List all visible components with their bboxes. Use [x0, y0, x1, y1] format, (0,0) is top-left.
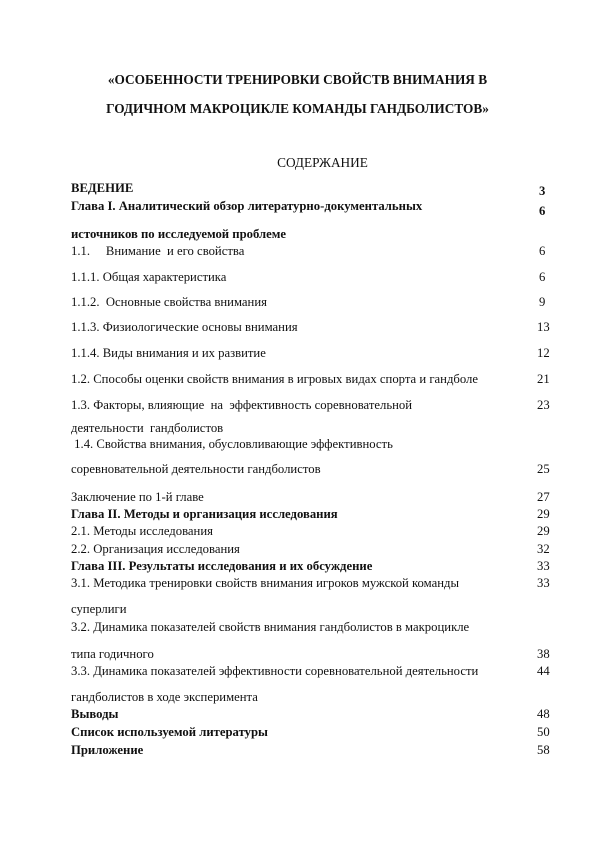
toc-entry: [71, 244, 551, 259]
toc-entry: [71, 398, 551, 413]
toc-entry: [71, 227, 551, 242]
toc-entry-text: 1.2. Способы оценки свойств внимания в игровых видах спорта и гандболе: [71, 372, 478, 386]
toc-entry-text: 3.1. Методика тренировки свойств внимания игроков мужской команды: [71, 576, 459, 590]
toc-entry-text: 1.1.4. Виды внимания и их развитие: [71, 346, 266, 360]
toc-entry: [71, 270, 551, 285]
toc-entry-text: Список используемой литературы: [71, 725, 268, 739]
document-title-line-1: «ОСОБЕННОСТИ ТРЕНИРОВКИ СВОЙСТВ ВНИМАНИЯ В: [107, 72, 488, 87]
toc-entry: [71, 437, 551, 452]
toc-entry-text: соревновательной деятельности гандболистов: [71, 462, 321, 476]
toc-entry: [71, 576, 551, 591]
toc-entry: [71, 707, 551, 722]
toc-entry-text: Глава II. Методы и организация исследования: [71, 507, 338, 521]
toc-entry-page: 23: [537, 398, 550, 412]
toc-entry-page: 33: [537, 576, 550, 590]
toc-entry-text: 1.1.2. Основные свойства внимания: [71, 295, 267, 309]
toc-entry-text: Заключение по 1-й главе: [71, 490, 204, 504]
toc-entry-text: 1.3. Факторы, влияющие на эффективность соревновательной: [71, 398, 413, 412]
toc-entry: [71, 320, 551, 335]
toc-entry: [71, 490, 551, 505]
toc-entry-text: Глава I. Аналитический обзор литературно-документальных: [71, 199, 423, 213]
toc-entry: [71, 725, 551, 740]
toc-entry-text: 3.2. Динамика показателей свойств внимания гандболистов в макроцикле: [71, 620, 470, 634]
toc-entry-text: суперлиги: [71, 602, 127, 616]
toc-entry: [71, 542, 551, 557]
toc-heading: СОДЕРЖАНИЕ: [277, 155, 368, 170]
toc-entry: [71, 462, 551, 477]
toc-entry: [71, 647, 551, 662]
toc-entry-page: 9: [539, 295, 546, 309]
toc-entry-text: Глава III. Результаты исследования и их обсуждение: [71, 559, 373, 573]
toc-entry-text: 3.3. Динамика показателей эффективности соревновательной деятельности: [71, 664, 479, 678]
toc-entry-page: 3: [539, 184, 546, 198]
toc-entry: [71, 559, 551, 574]
toc-entry: [71, 602, 551, 617]
toc-entry: [71, 664, 551, 679]
toc-entry-page: 33: [537, 559, 550, 573]
toc-entry-page: 32: [537, 542, 550, 556]
toc-entry-text: Выводы: [71, 707, 119, 721]
toc-entry-page: 27: [537, 490, 550, 504]
toc-entry-page: 6: [539, 244, 546, 258]
toc-entry: [71, 199, 551, 218]
toc-entry-page: 29: [537, 524, 550, 538]
toc-entry-page: 12: [537, 346, 550, 360]
toc-entry-page: 13: [537, 320, 550, 334]
toc-entry: [71, 743, 551, 758]
toc-entry-page: 38: [537, 647, 550, 661]
toc-entry: [71, 346, 551, 361]
toc-entry-page: 21: [537, 372, 550, 386]
toc-entry-text: 2.1. Методы исследования: [71, 524, 213, 538]
toc-entry: [71, 620, 551, 635]
toc-entry-text: 2.2. Организация исследования: [71, 542, 240, 556]
toc-entry: [71, 524, 551, 539]
toc-entry-page: 6: [539, 204, 546, 218]
toc-entry-page: 6: [539, 270, 546, 284]
toc-entry-text: 1.1.1. Общая характеристика: [71, 270, 227, 284]
toc-entry-text: ВЕДЕНИЕ: [71, 181, 134, 195]
toc-entry-text: 1.4. Свойства внимания, обусловливающие эффективность: [71, 437, 393, 451]
toc-entry-text: гандболистов в ходе эксперимента: [71, 690, 258, 704]
toc-entry: [71, 690, 551, 705]
toc-entry-text: 1.1.3. Физиологические основы внимания: [71, 320, 298, 334]
toc-entry-text: Приложение: [71, 743, 144, 757]
toc-entry-text: деятельности гандболистов: [71, 421, 224, 435]
toc-entry: [71, 181, 551, 196]
toc-entry-page: 50: [537, 725, 550, 739]
toc-entry-page: 48: [537, 707, 550, 721]
toc-entry: [71, 295, 551, 310]
toc-entry-page: 29: [537, 507, 550, 521]
toc-entry-text: типа годичного: [71, 647, 154, 661]
toc-entry: [71, 421, 551, 436]
toc-entry: [71, 507, 551, 522]
toc-entry-page: 25: [537, 462, 550, 476]
toc-entry: [71, 372, 551, 387]
document-title-line-2: ГОДИЧНОМ МАКРОЦИКЛЕ КОМАНДЫ ГАНДБОЛИСТОВ»: [106, 101, 489, 116]
toc-entry-text: 1.1. Внимание и его свойства: [71, 244, 245, 258]
toc-entry-text: источников по исследуемой проблеме: [71, 227, 287, 241]
toc-entry-page: 44: [537, 664, 550, 678]
toc-entry-page: 58: [537, 743, 550, 757]
